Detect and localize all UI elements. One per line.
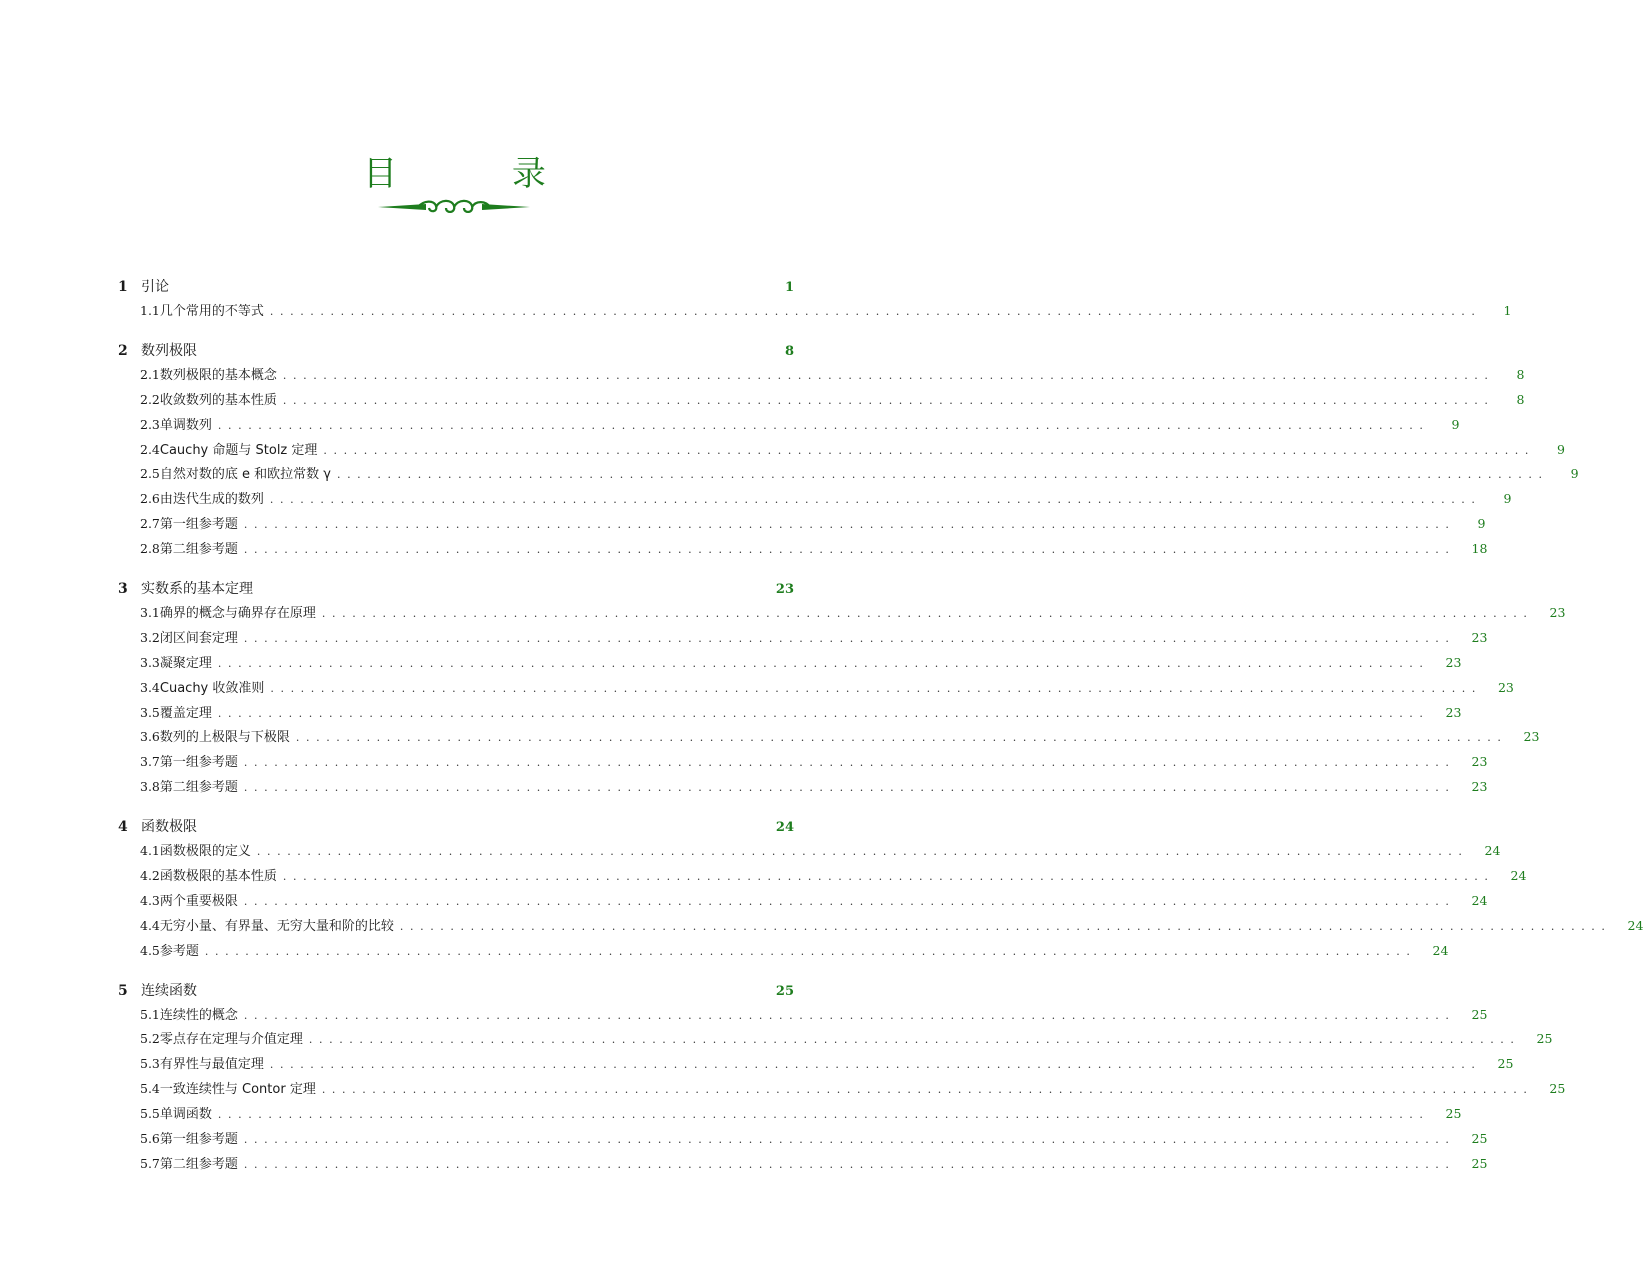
section-title: 自然对数的底 e 和欧拉常数 γ [159,467,331,483]
section-entry[interactable] [118,602,1566,627]
section-entry[interactable] [118,865,1527,890]
section-title: 闭区间套定理 [159,630,238,646]
section-number: 5.5 [140,1106,160,1122]
section-title: 由迭代生成的数列 [159,492,264,508]
section-title: Cauchy 命题与 Stolz 定理 [159,442,318,458]
section-title: Cuachy 收敛准则 [159,680,265,696]
section-title: 凝聚定理 [159,655,212,671]
chapter-1 [118,276,1512,325]
section-title: 连续性的概念 [159,1007,238,1023]
section-number: 2.5 [140,466,160,482]
chapter-page: 25 [775,983,794,999]
dot-leader: ........................................................................................................................ [256,845,1469,859]
dot-leader: ........................................................................................................................ [243,1133,1456,1147]
section-number: 4.3 [140,892,160,908]
section-entry[interactable] [118,840,1501,865]
dot-leader: ........................................................................................................................ [336,468,1549,482]
section-page: 9 [1451,416,1460,432]
page-title: 目 录 [363,154,598,194]
dot-leader: ........................................................................................................................ [269,305,1482,318]
dot-leader: ........................................................................................................................ [217,1108,1430,1122]
section-title: 第一组参考题 [159,517,238,533]
section-number: 5.7 [140,1155,160,1171]
section-page: 9 [1557,441,1565,457]
section-page: 25 [1471,1131,1488,1147]
section-page: 8 [1516,366,1525,382]
section-entry[interactable] [118,1078,1566,1103]
section-title: 收敛数列的基本性质 [159,392,277,408]
section-number: 4.2 [140,868,160,884]
dot-leader: ........................................................................................................................ [323,443,1535,457]
chapter-entry[interactable] [118,980,794,1004]
dot-leader: ........................................................................................................................ [243,1157,1456,1171]
section-entry[interactable] [118,1103,1462,1128]
section-title: 单调数列 [159,417,212,433]
chapter-4 [118,816,1643,964]
section-number: 2.7 [140,516,160,532]
section-title: 第二组参考题 [159,1156,238,1172]
dot-leader: ........................................................................................................................ [269,1058,1482,1072]
section-page: 24 [1484,843,1501,859]
section-number: 2.8 [140,541,160,557]
section-entry[interactable] [118,1028,1553,1053]
section-title: 有界性与最值定理 [159,1057,264,1073]
section-number: 3.5 [140,704,160,720]
section-entry[interactable] [118,940,1449,965]
chapter-entry[interactable] [118,276,794,300]
section-title: 单调函数 [159,1107,212,1123]
dot-leader: ........................................................................................................................ [269,493,1482,507]
section-page: 24 [1627,917,1643,933]
chapter-page: 24 [775,820,794,836]
dot-leader: ........................................................................................................................ [282,870,1495,884]
section-entry[interactable] [118,513,1486,538]
section-number: 5.4 [140,1081,160,1097]
section-entry[interactable] [118,1004,1488,1029]
dot-leader: ........................................................................................................................ [399,919,1612,933]
section-page: 23 [1445,654,1462,670]
chapter-page: 8 [784,343,794,359]
section-title: 几个常用的不等式 [159,304,264,319]
section-number: 2.2 [140,391,160,407]
dot-leader: ........................................................................................................................ [243,1008,1456,1022]
section-entry[interactable] [118,776,1488,801]
section-title: 两个重要极限 [159,893,238,909]
dot-leader: ........................................................................................................................ [243,518,1456,532]
section-number: 5.2 [140,1031,160,1047]
table-of-contents [118,276,1643,1193]
section-title: 第一组参考题 [159,1132,238,1148]
chapter-title: 数列极限 [141,342,197,359]
dot-leader: ........................................................................................................................ [204,944,1417,958]
chapter-title: 引论 [141,279,169,295]
section-page: 23 [1549,605,1566,621]
section-number: 4.4 [140,917,160,933]
section-number: 3.7 [140,754,160,770]
section-number: 2.4 [140,441,160,457]
section-entry[interactable] [118,439,1565,464]
section-page: 25 [1536,1031,1553,1047]
chapter-3 [118,578,1566,801]
section-page: 23 [1471,754,1488,770]
dot-leader: ........................................................................................................................ [217,656,1430,670]
section-entry[interactable] [118,726,1540,751]
section-number: 3.6 [140,729,160,745]
chapter-number: 5 [118,982,128,999]
section-entry[interactable] [118,890,1488,915]
chapter-2 [118,340,1579,563]
section-page: 24 [1510,868,1527,884]
section-number: 3.8 [140,779,160,795]
section-entry[interactable] [118,414,1460,439]
chapter-number: 3 [118,581,128,598]
section-page: 23 [1445,704,1462,720]
section-entry[interactable] [118,652,1462,677]
section-entry[interactable] [118,364,1525,389]
section-title: 数列极限的基本概念 [159,367,277,383]
section-number: 3.1 [140,605,160,621]
dot-leader: ........................................................................................................................ [243,631,1456,645]
section-entry[interactable] [118,488,1512,513]
chapter-entry[interactable] [118,578,794,602]
section-title: 零点存在定理与介值定理 [159,1032,303,1048]
dot-leader: ........................................................................................................................ [295,731,1508,745]
chapter-entry[interactable] [118,340,794,364]
chapter-title: 连续函数 [141,982,197,999]
section-title: 一致连续性与 Contor 定理 [159,1082,316,1098]
section-page: 9 [1477,516,1486,532]
section-page: 23 [1471,629,1488,645]
section-entry[interactable] [118,702,1462,727]
chapter-entry[interactable] [118,816,794,840]
section-page: 1 [1503,303,1512,318]
dot-leader: ........................................................................................................................ [321,1083,1534,1097]
section-page: 25 [1471,1155,1488,1171]
section-page: 23 [1471,779,1488,795]
section-number: 1.1 [140,303,160,318]
section-entry[interactable] [118,627,1488,652]
section-number: 4.1 [140,843,160,859]
section-entry[interactable] [118,1053,1514,1078]
dot-leader: ........................................................................................................................ [270,681,1482,695]
section-page: 24 [1471,892,1488,908]
chapter-page: 1 [784,280,794,295]
section-title: 函数极限的定义 [159,844,251,860]
section-title: 确界的概念与确界存在原理 [159,606,316,622]
dot-leader: ........................................................................................................................ [243,781,1456,795]
section-number: 3.4 [140,679,160,695]
title-ornament-icon [376,196,532,218]
dot-leader: ........................................................................................................................ [243,543,1456,557]
dot-leader: ........................................................................................................................ [243,756,1456,770]
section-title: 第二组参考题 [159,542,238,558]
section-page: 18 [1471,541,1488,557]
chapter-number: 4 [118,819,128,836]
section-page: 9 [1570,466,1579,482]
dot-leader: ........................................................................................................................ [282,368,1495,382]
section-page: 9 [1503,491,1512,507]
section-entry[interactable] [118,1128,1488,1153]
section-entry[interactable] [118,677,1514,702]
section-title: 覆盖定理 [159,705,212,721]
dot-leader: ........................................................................................................................ [217,706,1430,720]
chapter-title: 函数极限 [141,819,197,836]
section-title: 函数极限的基本性质 [159,869,277,885]
section-title: 第一组参考题 [159,755,238,771]
section-entry[interactable] [118,1153,1488,1178]
section-page: 25 [1471,1006,1488,1022]
chapter-page: 23 [775,582,794,598]
section-number: 5.1 [140,1006,160,1022]
section-entry[interactable] [118,751,1488,776]
chapter-5 [118,980,1566,1178]
section-entry[interactable] [118,538,1488,563]
section-entry[interactable] [118,915,1643,940]
section-number: 5.6 [140,1131,160,1147]
section-title: 数列的上极限与下极限 [159,730,290,746]
chapter-number: 2 [118,342,128,359]
section-number: 5.3 [140,1056,160,1072]
section-page: 8 [1516,391,1525,407]
section-title: 第二组参考题 [159,780,238,796]
section-page: 23 [1497,679,1514,695]
section-entry[interactable] [118,389,1525,414]
section-page: 23 [1523,729,1540,745]
section-number: 2.3 [140,416,160,432]
section-title: 参考题 [159,943,199,959]
section-page: 24 [1432,942,1449,958]
dot-leader: ........................................................................................................................ [243,894,1456,908]
section-entry[interactable] [118,300,1512,325]
chapter-title: 实数系的基本定理 [141,581,253,598]
section-page: 25 [1445,1106,1462,1122]
section-number: 3.2 [140,629,160,645]
section-number: 2.6 [140,491,160,507]
section-title: 无穷小量、有界量、无穷大量和阶的比较 [159,918,394,934]
dot-leader: ........................................................................................................................ [321,607,1534,621]
dot-leader: ........................................................................................................................ [308,1033,1521,1047]
dot-leader: ........................................................................................................................ [217,418,1430,432]
section-number: 4.5 [140,942,160,958]
section-number: 3.3 [140,654,160,670]
section-entry[interactable] [118,463,1579,488]
chapter-number: 1 [118,279,128,295]
section-page: 25 [1549,1081,1566,1097]
section-number: 2.1 [140,366,160,382]
dot-leader: ........................................................................................................................ [282,393,1495,407]
section-page: 25 [1497,1056,1514,1072]
